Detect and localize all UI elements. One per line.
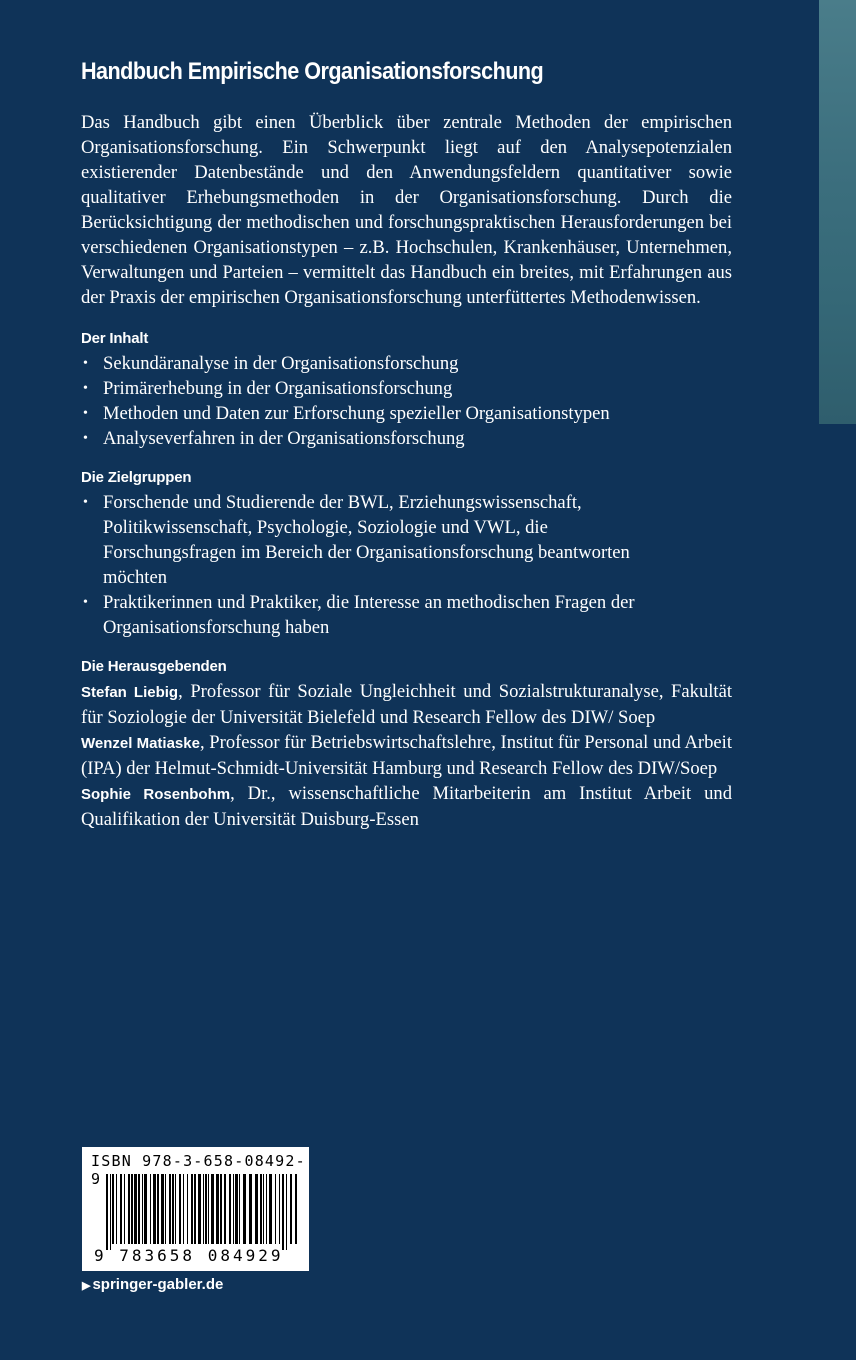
list-item: • Analyseverfahren in der Organisationsforschung [81, 426, 732, 451]
editor-description: , Dr., wissenschaftliche Mitarbeiterin am Institut Arbeit und Qualifikation der Universität Duisburg-Essen [81, 783, 733, 830]
list-item: • Sekundäranalyse in der Organisationsforschung [81, 351, 732, 376]
editor-description: , Professor für Soziale Ungleichheit und Sozialstrukturanalyse, Fakultät für Soziologie der Universität Bielefeld und Research Fellow des DIW/ Soep [81, 681, 732, 728]
barcode-digits: 9 783658 084929 [94, 1246, 284, 1265]
list-item: • Praktikerinnen und Praktiker, die Interesse an methodischen Fragen der Organisationsforschung haben [81, 590, 683, 640]
herausgebenden-heading: Die Herausgebenden [81, 658, 227, 675]
list-item: • Forschende und Studierende der BWL, Erziehungswissenschaft, Politikwissenschaft, Psychologie, Soziologie und VWL, die Forschungsfragen im Bereich der Organisationsforschung beantworten möchten [81, 490, 663, 590]
back-cover-text [81, 58, 732, 832]
list-item: • Primärerhebung in der Organisationsforschung [81, 376, 732, 401]
editor-description: , Professor für Betriebswirtschaftslehre, Institut für Personal und Arbeit (IPA) der Helmut-Schmidt-Universität Hamburg und Research Fellow des DIW/Soep [81, 732, 732, 779]
cover-edge-strip [819, 0, 856, 424]
zielgruppen-heading: Die Zielgruppen [81, 469, 192, 486]
editor-entry [81, 679, 732, 730]
editor-name: Sophie Rosenbohm [81, 786, 231, 803]
list-item: • Methoden und Daten zur Erforschung spezieller Organisationstypen [81, 401, 732, 426]
editor-entry [81, 781, 732, 832]
inhalt-heading: Der Inhalt [81, 330, 149, 347]
isbn-number: ISBN 978-3-658-08492-9 [91, 1152, 306, 1188]
inhalt-list [81, 351, 732, 451]
publisher-url-text: springer-gabler.de [92, 1276, 224, 1293]
editor-name: Wenzel Matiaske [81, 735, 200, 752]
editor-name: Stefan Liebig [81, 684, 179, 701]
intro-paragraph: Das Handbuch gibt einen Überblick über zentrale Methoden der empirischen Organisationsforschung. Ein Schwerpunkt liegt auf den Analysepotenzialen existierender Datenbestände und den Anwendungsfeldern quantitativer sowie qualitativer Erhebungsmethoden in der Organisationsforschung. Durch die Berücksichtigung der methodischen und forschungspraktischen Herausforderungen bei verschiedenen Organisationstypen – z.B. Hochschulen, Krankenhäuser, Unternehmen, Verwaltungen und Parteien – vermittelt das Handbuch ein breites, mit Erfahrungen aus der Praxis der empirischen Organisationsforschung unterfüttertes Methodenwissen. [81, 112, 732, 308]
book-title: Handbuch Empirische Organisationsforschung [81, 58, 544, 85]
publisher-url[interactable] [82, 1276, 223, 1293]
zielgruppen-list [81, 490, 732, 640]
editor-entry [81, 730, 732, 781]
play-arrow-icon: ▶ [82, 1280, 91, 1292]
isbn-barcode [82, 1147, 309, 1271]
